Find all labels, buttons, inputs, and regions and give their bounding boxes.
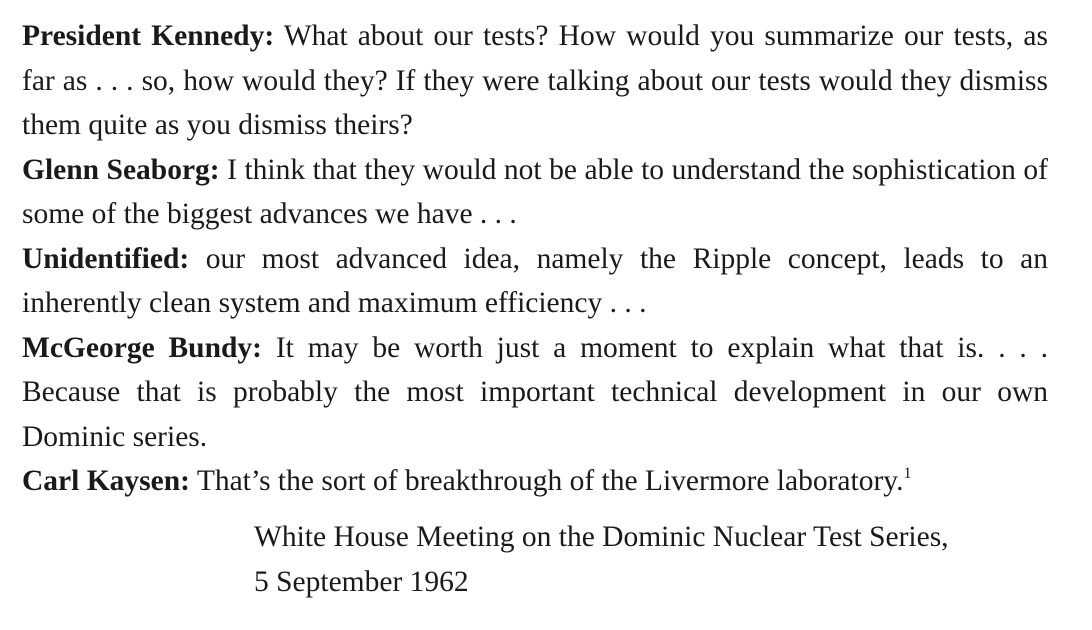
speaker-name: Unidentified:	[22, 242, 190, 275]
speech-text: It may be worth just a moment to explain what that is. . . . Because that is probably the most important technical development in our own Dominic series.	[22, 331, 1049, 453]
speech-seaborg	[22, 148, 1048, 237]
speaker-name: McGeorge Bundy:	[22, 331, 262, 364]
speech-bundy	[22, 326, 1048, 460]
transcript-excerpt	[22, 14, 1048, 504]
speech-unidentified	[22, 237, 1048, 326]
speaker-name: Glenn Seaborg:	[22, 153, 220, 186]
speaker-name: President Kennedy:	[22, 20, 275, 52]
speech-kennedy	[22, 14, 1048, 148]
footnote-marker[interactable]: 1	[903, 465, 912, 482]
speaker-name: Carl Kaysen:	[22, 465, 190, 497]
attribution-line-2: 5 September 1962	[254, 565, 469, 598]
attribution-line-1: White House Meeting on the Dominic Nuclear Test Series,	[254, 521, 949, 553]
speech-kaysen	[22, 459, 1048, 504]
speech-text: our most advanced idea, namely the Ripple concept, leads to an inherently clean system and maximum efficiency . . .	[22, 242, 1048, 319]
epigraph-attribution	[254, 515, 949, 604]
speech-text: What about our tests? How would you summarize our tests, as far as . . . so, how would they? If they were talking about our tests would they dismiss them quite as you dismiss theirs?	[22, 20, 1048, 141]
speech-text: That’s the sort of breakthrough of the Livermore laboratory.	[196, 465, 904, 497]
speech-text: I think that they would not be able to understand the sophistication of some of the biggest advances we have . . .	[22, 153, 1049, 230]
